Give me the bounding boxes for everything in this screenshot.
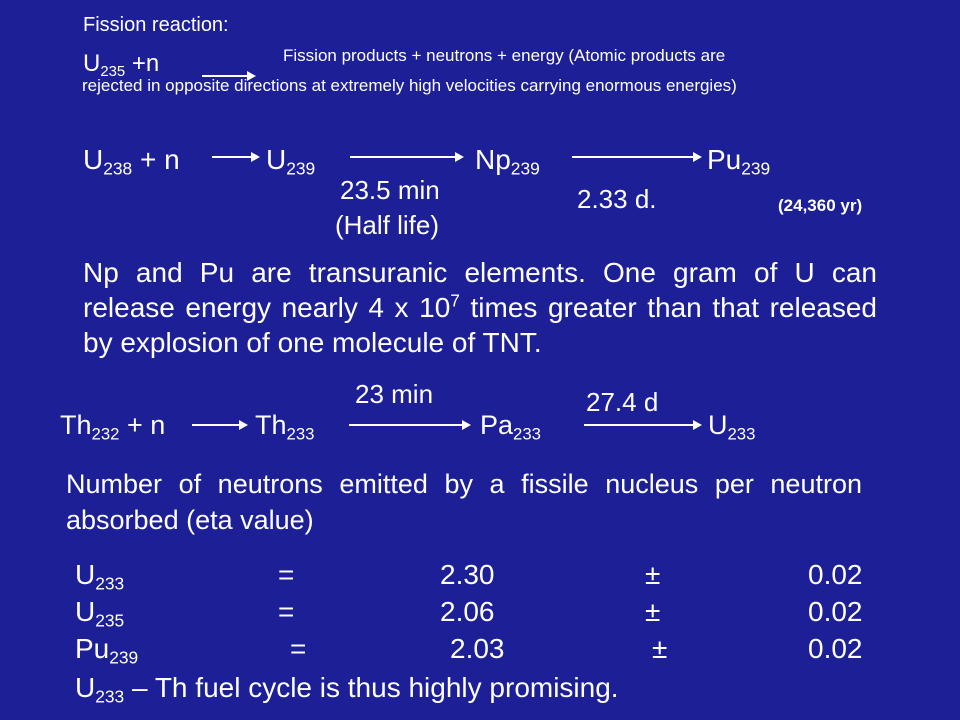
conclusion-text: – Th fuel cycle is thus highly promising. [124,672,619,703]
decay-arrow [350,156,462,158]
half-life-label: (Half life) [335,210,440,240]
decay-arrow [349,424,469,426]
pu239-nucleus [707,144,771,179]
eta-value: 2.03 [450,633,505,664]
fission-products-line1: Fission products + neutrons + energy (Atomic products are [283,46,726,65]
paragraph-text: times greater than that released by explosion of one molecule of TNT. [83,292,877,358]
decay-arrow [572,156,700,158]
conclusion [75,672,619,707]
equals-sign: = [278,559,295,590]
element-symbol: U [266,144,287,175]
mass-number: 233 [95,686,125,707]
mass-number: 233 [727,424,756,444]
eta-error: 0.02 [808,633,863,664]
mass-number: 238 [103,158,133,179]
half-life-pa233: 27.4 d [586,387,659,417]
element-symbol: Pa [480,410,514,440]
half-life-pu239: (24,360 yr) [778,196,863,215]
paragraph-text: Np and Pu are transuranic elements. One gram of U can release energy nearly 4 x 10 [83,257,877,323]
reaction-arrow [212,156,258,158]
plus-minus-sign: ± [645,596,661,627]
np239-nucleus [475,144,540,179]
half-life-th233: 23 min [355,379,434,409]
eta-description: Number of neutrons emitted by a fissile nucleus per neutron absorbed (eta value) [66,469,862,535]
element-symbol: U [83,144,104,175]
element-symbol: Th [60,410,92,440]
equals-sign: = [278,596,295,627]
u233-nucleus [708,410,756,444]
eta-error: 0.02 [808,559,863,590]
decay-arrow [584,424,700,426]
mass-number: 239 [741,158,771,179]
plus-neutron: + n [126,410,166,440]
fission-products-line2: rejected in opposite directions at extremely high velocities carrying enormous energies) [82,76,737,95]
element-symbol: Th [255,410,287,440]
pa233-nucleus [480,410,541,444]
plus-minus-sign: ± [652,633,668,664]
element-symbol: U [75,672,96,703]
u238-reactant [83,144,180,179]
mass-number: 239 [510,158,540,179]
mass-number: 235 [100,63,126,80]
transuranic-paragraph [83,255,877,360]
mass-number: 232 [91,424,120,444]
plus-neutron: + n [139,144,180,175]
mass-number: 233 [286,424,315,444]
fission-reactant [83,50,160,80]
eta-row-symbol: $U_{235}$ [75,596,125,631]
half-life-np239: 2.33 d. [577,184,657,214]
element-symbol: U [708,410,728,440]
eta-value: 2.30 [440,559,495,590]
uranium-symbol: U [83,50,101,77]
th232-reactant [60,410,166,444]
eta-row-symbol: $U_{233}$ [75,559,125,594]
mass-number: 239 [286,158,316,179]
plus-neutron: +n [131,50,160,77]
plus-minus-sign: ± [645,559,661,590]
th233-nucleus [255,410,315,444]
mass-number: 233 [513,424,541,444]
element-symbol: Np [475,144,511,175]
half-life-u239: 23.5 min [340,175,440,205]
element-symbol: Pu [707,144,742,175]
eta-value: 2.06 [440,596,495,627]
eta-error: 0.02 [808,596,863,627]
eta-row-symbol: $Pu_{239}$ [75,633,139,668]
section-title: Fission reaction: [83,14,229,36]
reaction-arrow [192,424,246,426]
exponent: 7 [450,290,460,311]
equals-sign: = [290,633,307,664]
u239-nucleus [266,144,316,179]
